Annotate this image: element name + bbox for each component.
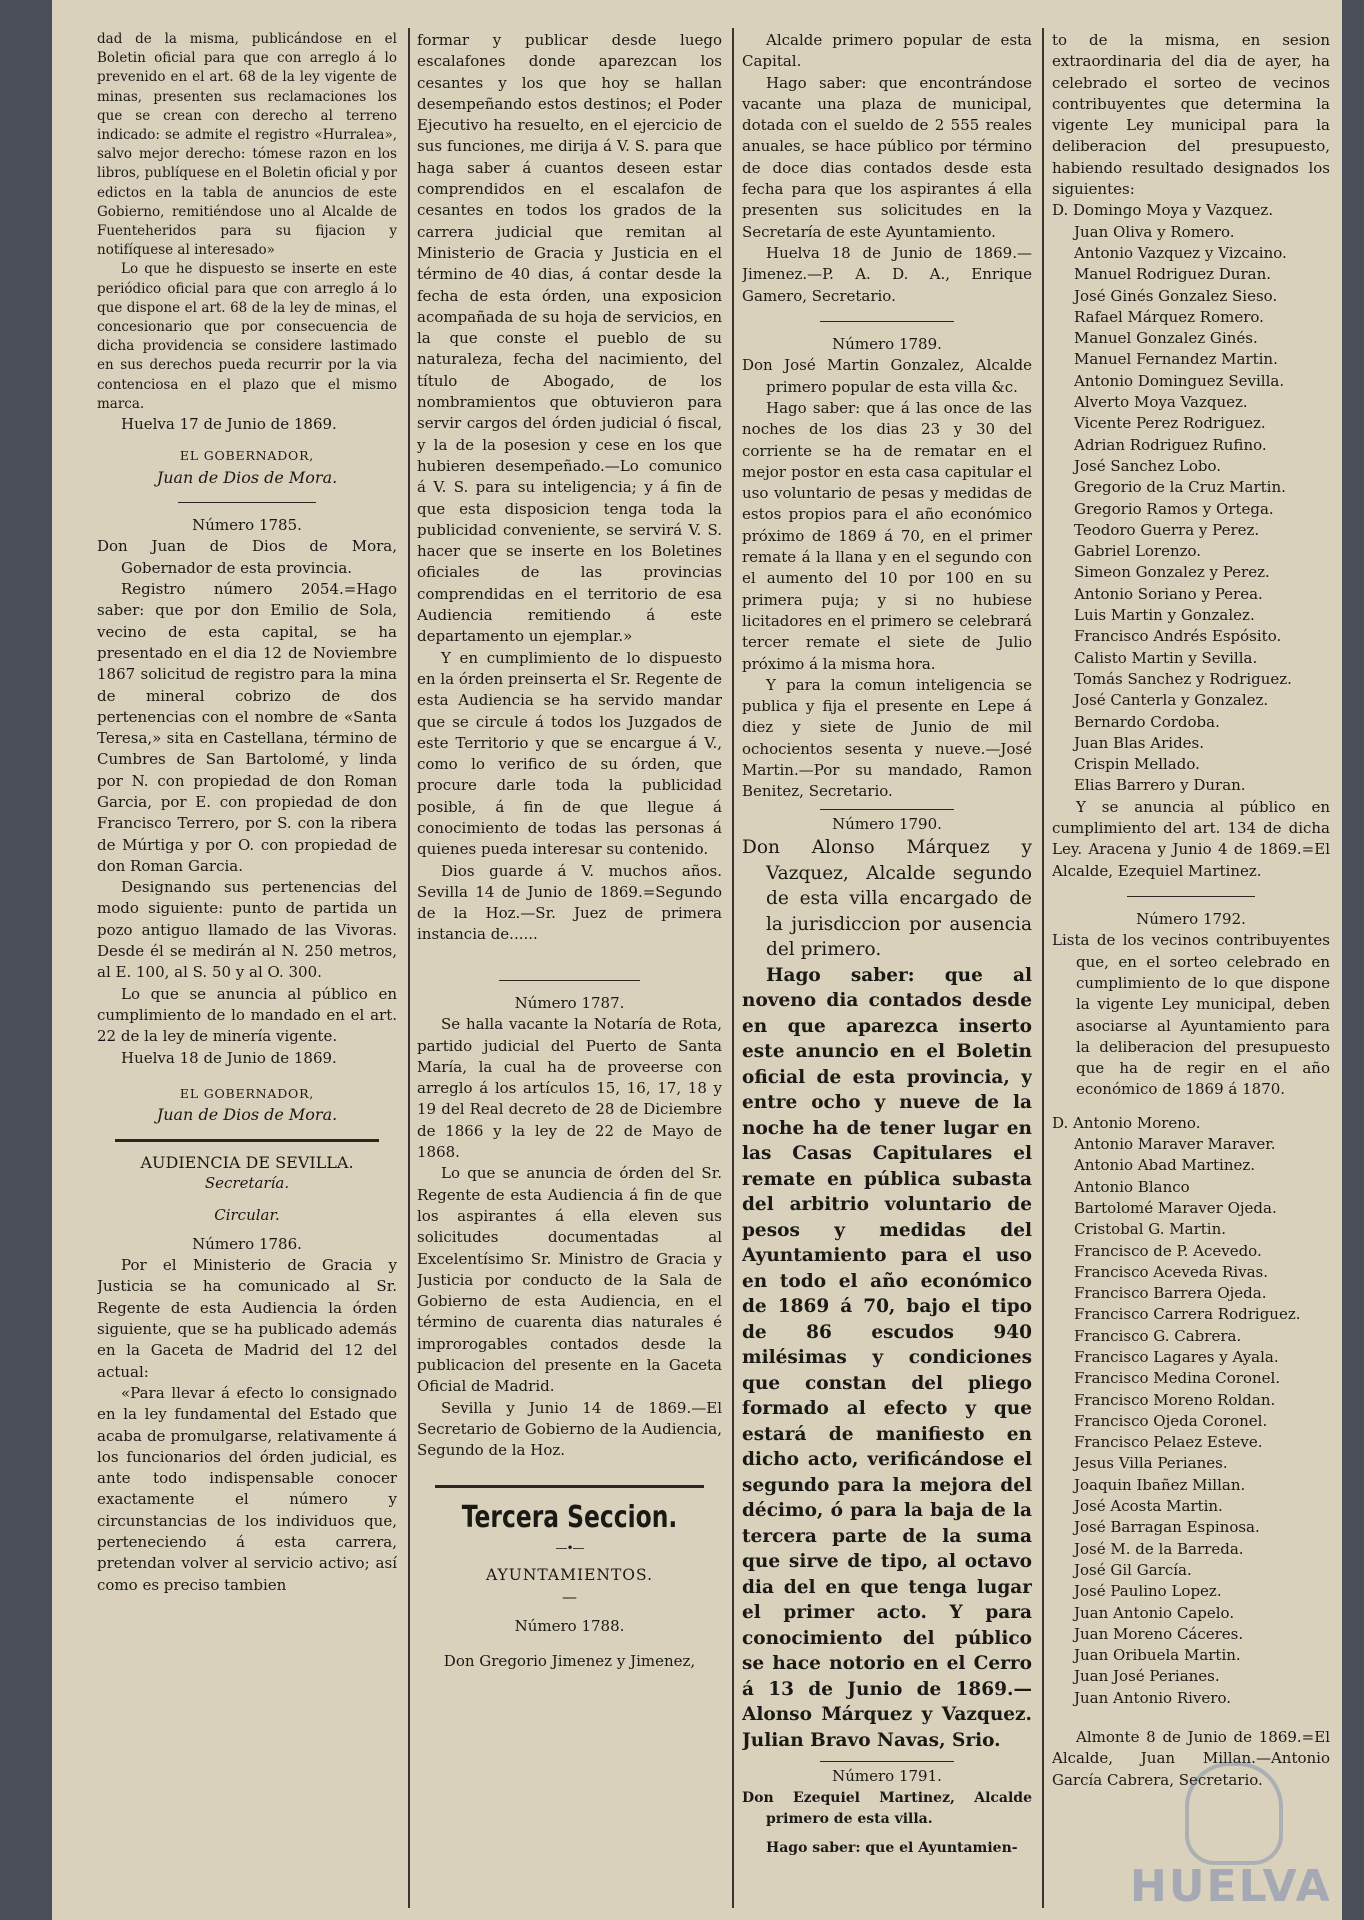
paragraph: Lo que he dispuesto se inserte en este periódico oficial para que con arreglo á lo que dispone el art. 68 de la ley de minas, el concesionario que por consecuencia de dicha providencia se considere lastimado en sus derechos pueda recurrir por la via contenciosa en el plazo que el mismo marca. bbox=[97, 261, 397, 412]
list-item: Rafael Márquez Romero. bbox=[1074, 307, 1264, 326]
list-item: Juan Antonio Capelo. bbox=[1074, 1603, 1235, 1622]
list-item: Calisto Martin y Sevilla. bbox=[1074, 648, 1258, 667]
list-item: D. Domingo Moya y Vazquez. bbox=[1052, 201, 1274, 220]
paragraph: Hago saber: que encontrándose vacante una plaza de municipal, dotada con el sueldo de 2 555 reales anuales, se hace público por término de doce dias contados desde esta fecha para que los aspirantes á ella presenten sus solicitudes en la Secretaría de este Ayuntamiento. bbox=[742, 73, 1032, 241]
list-item: Juan Blas Arides. bbox=[1074, 733, 1205, 752]
list-item: Manuel Gonzalez Ginés. bbox=[1074, 329, 1258, 348]
list-item: José Barragan Espinosa. bbox=[1074, 1518, 1260, 1537]
list-item: Juan Moreno Cáceres. bbox=[1074, 1624, 1244, 1643]
separator bbox=[1127, 896, 1255, 897]
notice-number: Número 1792. bbox=[1136, 910, 1246, 929]
list-item: Antonio Soriano y Perea. bbox=[1074, 584, 1263, 603]
list-item: José Sanchez Lobo. bbox=[1074, 456, 1222, 475]
list-item: Antonio Abad Martinez. bbox=[1074, 1156, 1256, 1175]
list-item: Francisco de P. Acevedo. bbox=[1074, 1241, 1262, 1260]
paragraph: Se halla vacante la Notaría de Rota, partido judicial del Puerto de Santa María, la cual ha de proveerse con arreglo á los artículos 15, 16, 17, 18 y 19 del Real decreto de 28 de Diciembre de 1866 y la ley de 22 de Mayo de 1868. bbox=[417, 1015, 722, 1162]
ornament: — bbox=[562, 1587, 577, 1606]
list-item: Gregorio Ramos y Ortega. bbox=[1074, 499, 1274, 518]
list-item: Francisco Ojeda Coronel. bbox=[1074, 1411, 1268, 1430]
paragraph: Registro número 2054.=Hago saber: que por don Emilio de Sola, vecino de esta capital, se ha presentado en el dia 12 de Noviembre 1867 solicitud de registro para la mina de mineral cobrizo de dos pertenencias con el nombre de «Santa Teresa,» sita en Castellana, término de Cumbres de San Bartolomé, y linda por N. con propiedad de don Roman Garcia, por E. con propiedad de don Francisco Terrero, por S. con la ribera de Múrtiga y por O. con propiedad de don Roman Garcia. bbox=[97, 580, 397, 875]
separator bbox=[435, 1485, 703, 1488]
list-item: Francisco Carrera Rodriguez. bbox=[1074, 1305, 1301, 1324]
separator bbox=[820, 809, 953, 810]
column-1 bbox=[97, 30, 397, 1910]
paragraph: Designando sus pertenencias del modo siguiente: punto de partida un pozo antiguo llamado de las Vivoras. Desde él se medirán al N. 250 metros, al E. 100, al S. 50 y al O. 300. bbox=[97, 878, 397, 982]
list-item: José Gil García. bbox=[1074, 1560, 1192, 1579]
separator bbox=[820, 321, 953, 322]
column-rule bbox=[732, 28, 734, 1908]
paragraph: Huelva 18 de Junio de 1869.—Jimenez.—P. A. D. A., Enrique Gamero, Secretario. bbox=[742, 243, 1032, 305]
list-item: Francisco Pelaez Esteve. bbox=[1074, 1433, 1263, 1452]
list-item: Alverto Moya Vazquez. bbox=[1074, 393, 1248, 412]
notice-heading: Don Alonso Márquez y Vazquez, Alcalde segundo de esta villa encargado de la jurisdiccion por ausencia del primero. bbox=[742, 837, 1032, 961]
list-item: Teodoro Guerra y Perez. bbox=[1074, 520, 1260, 539]
signature-title: EL GOBERNADOR, bbox=[179, 1085, 315, 1101]
list-item: Jesus Villa Perianes. bbox=[1074, 1454, 1228, 1473]
section-subheading: Circular. bbox=[214, 1205, 280, 1224]
list-item: José Canterla y Gonzalez. bbox=[1074, 691, 1269, 710]
paragraph: Hago saber: que al noveno dia contados desde en que aparezca inserto este anuncio en el Boletin oficial de esta provincia, y entre ocho y nueve de la noche ha de tener lugar en las Casas Capitulares el remate en pública subasta del arbitrio voluntario de pesos y medidas del Ayuntamiento para el uso en todo el año económico de 1869 á 70, bajo el tipo de 86 escudos 940 milésimas y condiciones que constan del pliego formado al efecto y que estará de manifiesto en dicho acto, verificándose el segundo para la mejora del décimo, ó para la baja de la tercera parte de la suma que sirve de tipo, al octavo dia del en que tenga lugar el primer acto. Y para conocimiento del público se hace notorio en el Cerro á 13 de Junio de 1869.—Alonso Márquez y Vazquez. Julian Bravo Navas, Srio. bbox=[742, 964, 1032, 1751]
paragraph: Almonte 8 de Junio de 1869.=El Alcalde, Juan Millan.—Antonio García Cabrera, Secretario. bbox=[1052, 1728, 1330, 1789]
separator bbox=[820, 1761, 953, 1762]
notice-heading: Lista de los vecinos contribuyentes que, en el sorteo celebrado en cumplimiento de lo que dispone la vigente Ley municipal, deben asociarse al Ayuntamiento para la deliberacion del presupuesto que ha de regir en el año económico de 1869 á 1870. bbox=[1052, 931, 1330, 1099]
notice-number: Número 1786. bbox=[192, 1234, 302, 1253]
separator bbox=[178, 502, 316, 503]
list-item: Francisco Andrés Espósito. bbox=[1074, 627, 1282, 646]
list-item: Juan Oliva y Romero. bbox=[1074, 222, 1235, 241]
list-item: José Acosta Martin. bbox=[1074, 1497, 1223, 1516]
list-item: Gregorio de la Cruz Martin. bbox=[1074, 478, 1286, 497]
newspaper-page bbox=[52, 0, 1342, 1920]
paragraph: Hago saber: que el Ayuntamien- bbox=[766, 1840, 1018, 1857]
list-item: José M. de la Barreda. bbox=[1074, 1539, 1244, 1558]
column-2 bbox=[417, 30, 722, 1910]
list-item: Francisco Aceveda Rivas. bbox=[1074, 1262, 1269, 1281]
paragraph: Dios guarde á V. muchos años. Sevilla 14 de Junio de 1869.=Segundo de la Hoz.—Sr. Juez de primera instancia de...... bbox=[417, 861, 722, 944]
list-item: Francisco Moreno Roldan. bbox=[1074, 1390, 1276, 1409]
list-item: Antonio Maraver Maraver. bbox=[1074, 1135, 1276, 1154]
notice-number: Número 1788. bbox=[514, 1616, 625, 1635]
section-heading: AYUNTAMIENTOS. bbox=[485, 1566, 654, 1585]
notice-heading: Don José Martin Gonzalez, Alcalde primero popular de esta villa &c. bbox=[742, 356, 1032, 396]
paragraph: Y se anuncia al público en cumplimiento del art. 134 de dicha Ley. Aracena y Junio 4 de 1869.=El Alcalde, Ezequiel Martinez. bbox=[1052, 797, 1330, 880]
list-item: Vicente Perez Rodriguez. bbox=[1074, 414, 1266, 433]
notice-heading: Don Juan de Dios de Mora, Gobernador de esta provincia. bbox=[97, 537, 397, 577]
list-item: Antonio Vazquez y Vizcaino. bbox=[1074, 243, 1287, 262]
paragraph: Por el Ministerio de Gracia y Justicia se ha comunicado al Sr. Regente de esta Audiencia la órden siguiente, que se ha publicado además en la Gaceta de Madrid del 12 del actual: bbox=[97, 1256, 397, 1381]
taxpayer-list bbox=[1052, 200, 1330, 796]
paragraph: «Para llevar á efecto lo consignado en la ley fundamental del Estado que acaba de promulgarse, relativamente á los funcionarios del órden judicial, es ante todo indispensable conocer exactamente el número y circunstancias de los individuos que, perteneciendo á esta carrera, pretendan volver al servicio activo; así como es preciso tambien bbox=[97, 1383, 397, 1594]
signature-name: Juan de Dios de Mora. bbox=[156, 467, 338, 487]
archive-watermark: HUELVA bbox=[1130, 1762, 1330, 1912]
list-item: Crispin Mellado. bbox=[1074, 755, 1200, 774]
list-item: Francisco Barrera Ojeda. bbox=[1074, 1284, 1267, 1303]
list-item: Manuel Rodriguez Duran. bbox=[1074, 265, 1271, 284]
paragraph: Y en cumplimiento de lo dispuesto en la órden preinserta el Sr. Regente de esta Audiencia se ha servido mandar que se circule á todos los Juzgados de este Territorio y que se encargue á V., como lo verifico de su órden, que procure darle toda la publicidad posible, á fin de que llegue á conocimiento de todas las personas á quienes pueda interesar su contenido. bbox=[417, 648, 722, 859]
list-item: Cristobal G. Martin. bbox=[1074, 1220, 1227, 1239]
column-3 bbox=[742, 30, 1032, 1910]
list-item: Francisco G. Cabrera. bbox=[1074, 1326, 1242, 1345]
paragraph: Y para la comun inteligencia se publica y fija el presente en Lepe á diez y siete de Junio de mil ochocientos sesenta y nueve.—José Martin.—Por su mandado, Ramon Benitez, Secretario. bbox=[742, 675, 1032, 801]
date-line: Huelva 17 de Junio de 1869. bbox=[121, 415, 337, 434]
column-rule bbox=[1042, 28, 1044, 1908]
notice-number: Número 1791. bbox=[832, 1767, 942, 1786]
notice-number: Número 1789. bbox=[832, 335, 942, 354]
section-subheading: Secretaría. bbox=[204, 1174, 290, 1193]
separator bbox=[115, 1139, 379, 1142]
paragraph: Don Gregorio Jimenez y Jimenez, bbox=[443, 1652, 696, 1671]
list-item: Juan Antonio Rivero. bbox=[1074, 1688, 1232, 1707]
list-item: José Ginés Gonzalez Sieso. bbox=[1074, 286, 1278, 305]
list-item: Tomás Sanchez y Rodriguez. bbox=[1074, 669, 1292, 688]
list-item: Francisco Lagares y Ayala. bbox=[1074, 1348, 1279, 1366]
notice-number: Número 1790. bbox=[832, 814, 942, 833]
list-item: D. Antonio Moreno. bbox=[1052, 1113, 1201, 1132]
signature-title: EL GOBERNADOR, bbox=[179, 448, 315, 464]
paragraph: to de la misma, en sesion extraordinaria del dia de ayer, ha celebrado el sorteo de vecinos contribuyentes que determina la vigente Ley municipal para la deliberacion del presupuesto, habiendo resultado designados los siguientes: bbox=[1052, 31, 1330, 199]
list-item: Gabriel Lorenzo. bbox=[1074, 542, 1202, 561]
list-item: Antonio Blanco bbox=[1074, 1177, 1190, 1196]
paragraph: Sevilla y Junio 14 de 1869.—El Secretario de Gobierno de la Audiencia, Segundo de la Hoz. bbox=[417, 1398, 722, 1460]
list-item: Elias Barrero y Duran. bbox=[1074, 776, 1246, 795]
section-title: Tercera Seccion. bbox=[461, 1499, 678, 1535]
paragraph: Lo que se anuncia de órden del Sr. Regente de esta Audiencia á fin de que los aspirantes á ella eleven sus solicitudes documentadas al Excelentísimo Sr. Ministro de Gracia y Justicia por conducto de la Sala de Gobierno de esta Audiencia, en el término de cuarenta dias naturales é improrogables contados desde la publicacion del presente en la Gaceta Oficial de Madrid. bbox=[417, 1164, 722, 1396]
separator bbox=[499, 980, 639, 981]
list-item: Juan Oribuela Martin. bbox=[1074, 1646, 1241, 1665]
paragraph: dad de la misma, publicándose en el Boletin oficial para que con arreglo á lo prevenido en el art. 68 de la ley vigente de minas, presenten sus reclamaciones los que se crean con derecho al terreno indicado: se admite el registro «Hurralea», salvo mejor derecho: tómese razon en los libros, publíquese en el Boletin oficial y por edictos en la tabla de anuncios de este Gobierno, remitiéndose uno al Alcalde de Fuenteheridos para su fijacion y notifíquese al interesado» bbox=[97, 31, 397, 259]
notice-number: Número 1785. bbox=[192, 516, 302, 535]
notice-number: Número 1787. bbox=[514, 993, 625, 1012]
list-item: Manuel Fernandez Martin. bbox=[1074, 350, 1278, 369]
notice-heading: Don Ezequiel Martinez, Alcalde primero de esta villa. bbox=[742, 1789, 1032, 1827]
list-item: Adrian Rodriguez Rufino. bbox=[1074, 435, 1267, 454]
column-4 bbox=[1052, 30, 1330, 1910]
list-item: Bartolomé Maraver Ojeda. bbox=[1074, 1198, 1277, 1217]
signature-name: Juan de Dios de Mora. bbox=[156, 1105, 338, 1125]
paragraph: Hago saber: que á las once de las noches de los dias 23 y 30 del corriente se ha de rematar en el mejor postor en esta casa capitular el uso voluntario de pesas y medidas de estos propios para el año económico próximo de 1869 á 70, en el primer remate á la llana y en el segundo con el aumento del 10 por 100 en su primera puja; y si no hubiese licitadores en el primero se celebrará tercer remate el siete de Julio próximo á la misma hora. bbox=[742, 398, 1032, 673]
list-item: José Paulino Lopez. bbox=[1074, 1582, 1222, 1601]
list-item: Bernardo Cordoba. bbox=[1074, 712, 1220, 731]
list-item: Antonio Dominguez Sevilla. bbox=[1074, 371, 1285, 390]
date-line: Huelva 18 de Junio de 1869. bbox=[121, 1048, 337, 1067]
list-item: Simeon Gonzalez y Perez. bbox=[1074, 563, 1270, 582]
list-item: Joaquin Ibañez Millan. bbox=[1074, 1475, 1246, 1494]
list-item: Francisco Medina Coronel. bbox=[1074, 1369, 1281, 1388]
list-item: Luis Martin y Gonzalez. bbox=[1074, 606, 1255, 625]
section-heading: AUDIENCIA DE SEVILLA. bbox=[140, 1152, 354, 1172]
paragraph: Alcalde primero popular de esta Capital. bbox=[742, 31, 1032, 71]
paragraph: formar y publicar desde luego escalafones donde aparezcan los cesantes y los que hoy se hallan desempeñando estos destinos; el Poder Ejecutivo ha resuelto, en el ejercicio de sus funciones, me dirija á V. S. para que haga saber á cuantos deseen estar comprendidos en el escalafon de cesantes en todos los grados de la carrera judicial que remitan al Ministerio de Gracia y Justicia en el término de 40 dias, á contar desde la fecha de esta órden, una exposicion acompañada de su hoja de servicios, en la que conste el pueblo de su naturaleza, fecha del nacimiento, del título de Abogado, de los nombramientos que obtuvieron para servir cargos del órden judicial ó fiscal, y la de la posesion y cese en los que hubieren desempeñado.—Lo comunico á V. S. para su inteligencia; y á fin de que esta disposicion tenga toda la publicidad conveniente, se servirá V. S. hacer que se inserte en los Boletines oficiales de las provincias comprendidas en el territorio de esa Audiencia remitiendo á este departamento un ejemplar.» bbox=[417, 31, 722, 646]
taxpayer-list bbox=[1052, 1113, 1330, 1709]
column-rule bbox=[408, 28, 410, 1908]
paragraph: Lo que se anuncia al público en cumplimiento de lo mandado en el art. 22 de la ley de minería vigente. bbox=[97, 984, 397, 1046]
ornament: —•— bbox=[555, 1540, 584, 1555]
list-item: Juan José Perianes. bbox=[1074, 1667, 1220, 1686]
